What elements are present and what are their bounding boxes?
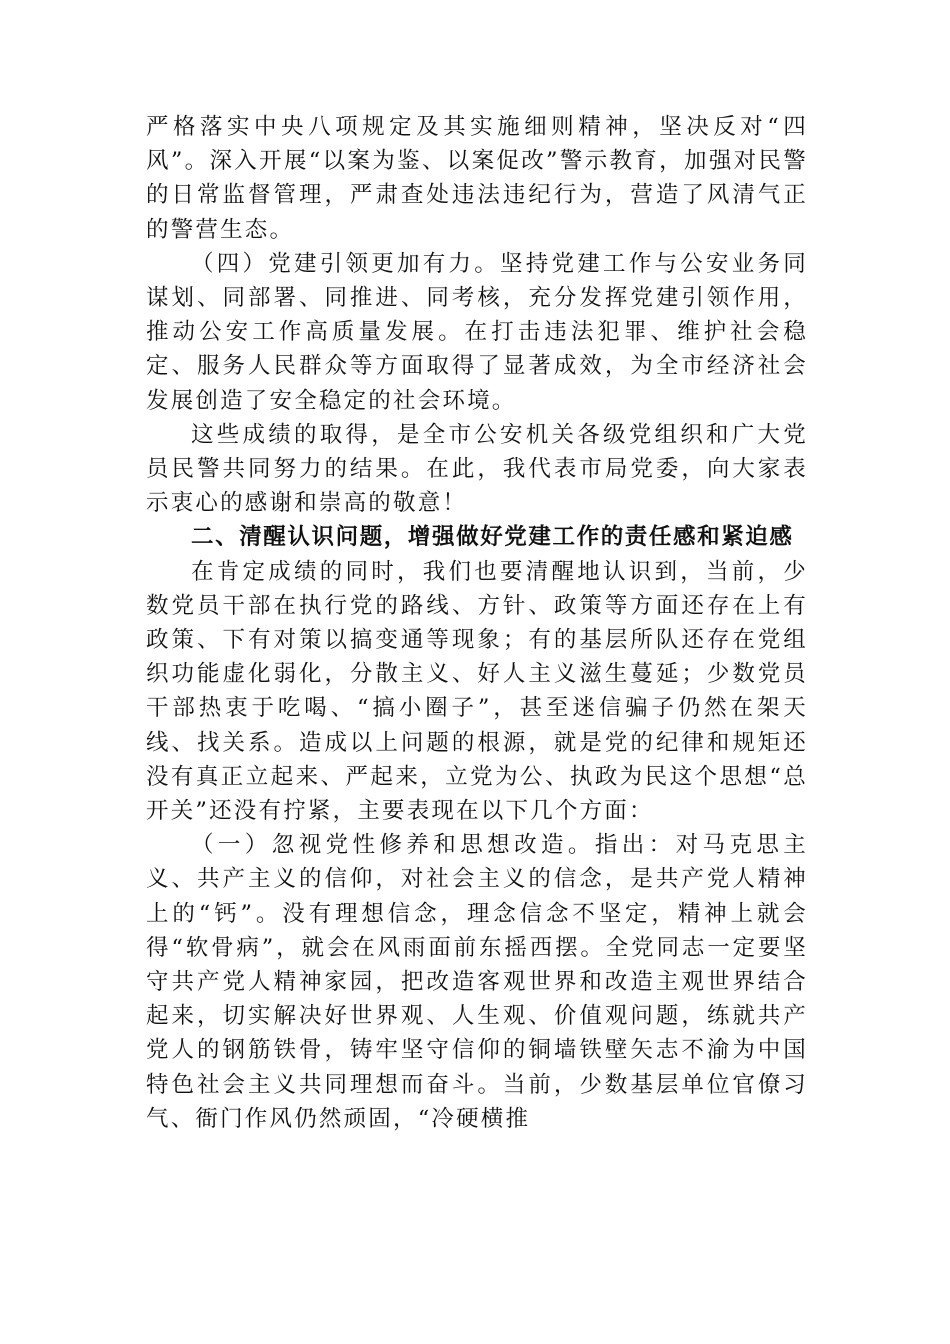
section-heading: 二、清醒认识问题，增强做好党建工作的责任感和紧迫感 xyxy=(191,524,794,551)
document-body xyxy=(146,110,808,1136)
paragraph-problems: 在肯定成绩的同时，我们也要清醒地认识到，当前，少数党员干部在执行党的路线、方针、政策等方面还存在上有政策、下有对策以搞变通等现象；有的基层所队还存在党组织功能虚化弱化，分散主义、好人主义滋生蔓延；少数党员干部热衷于吃喝、“搞小圈子”，甚至迷信骗子仍然在架天线、找关系。造成以上问题的根源，就是党的纪律和规矩还没有真正立起来、严起来，立党为公、执政为民这个思想“总开关”还没有拧紧，主要表现在以下几个方面： xyxy=(146,558,808,825)
paragraph-ideology: （一）忽视党性修养和思想改造。指出：对马克思主义、共产主义的信仰，对社会主义的信念，是共产党人精神上的“钙”。没有理想信念，理念信念不坚定，精神上就会得“软骨病”，就会在风雨面前东摇西摆。全党同志一定要坚守共产党人精神家园，把改造客观世界和改造主观世界结合起来，切实解决好世界观、人生观、价值观问题，练就共产党人的钢筋铁骨，铸牢坚守信仰的铜墙铁壁矢志不渝为中国特色社会主义共同理想而奋斗。当前，少数基层单位官僚习气、衙门作风仍然顽固，“冷硬横推 xyxy=(146,832,808,1132)
paragraph-thanks: 这些成绩的取得，是全市公安机关各级党组织和广大党员民警共同努力的结果。在此，我代表市局党委，向大家表示衷心的感谢和崇高的敬意！ xyxy=(146,421,808,517)
paragraph-party-building: （四）党建引领更加有力。坚持党建工作与公安业务同谋划、同部署、同推进、同考核，充分发挥党建引领作用，推动公安工作高质量发展。在打击违法犯罪、维护社会稳定、服务人民群众等方面取得了显著成效，为全市经济社会发展创造了安全稳定的社会环境。 xyxy=(146,250,808,414)
paragraph-continued: 严格落实中央八项规定及其实施细则精神，坚决反对“四风”。深入开展“以案为鉴、以案促改”警示教育，加强对民警的日常监督管理，严肃查处违法违纪行为，营造了风清气正的警营生态。 xyxy=(146,114,808,243)
